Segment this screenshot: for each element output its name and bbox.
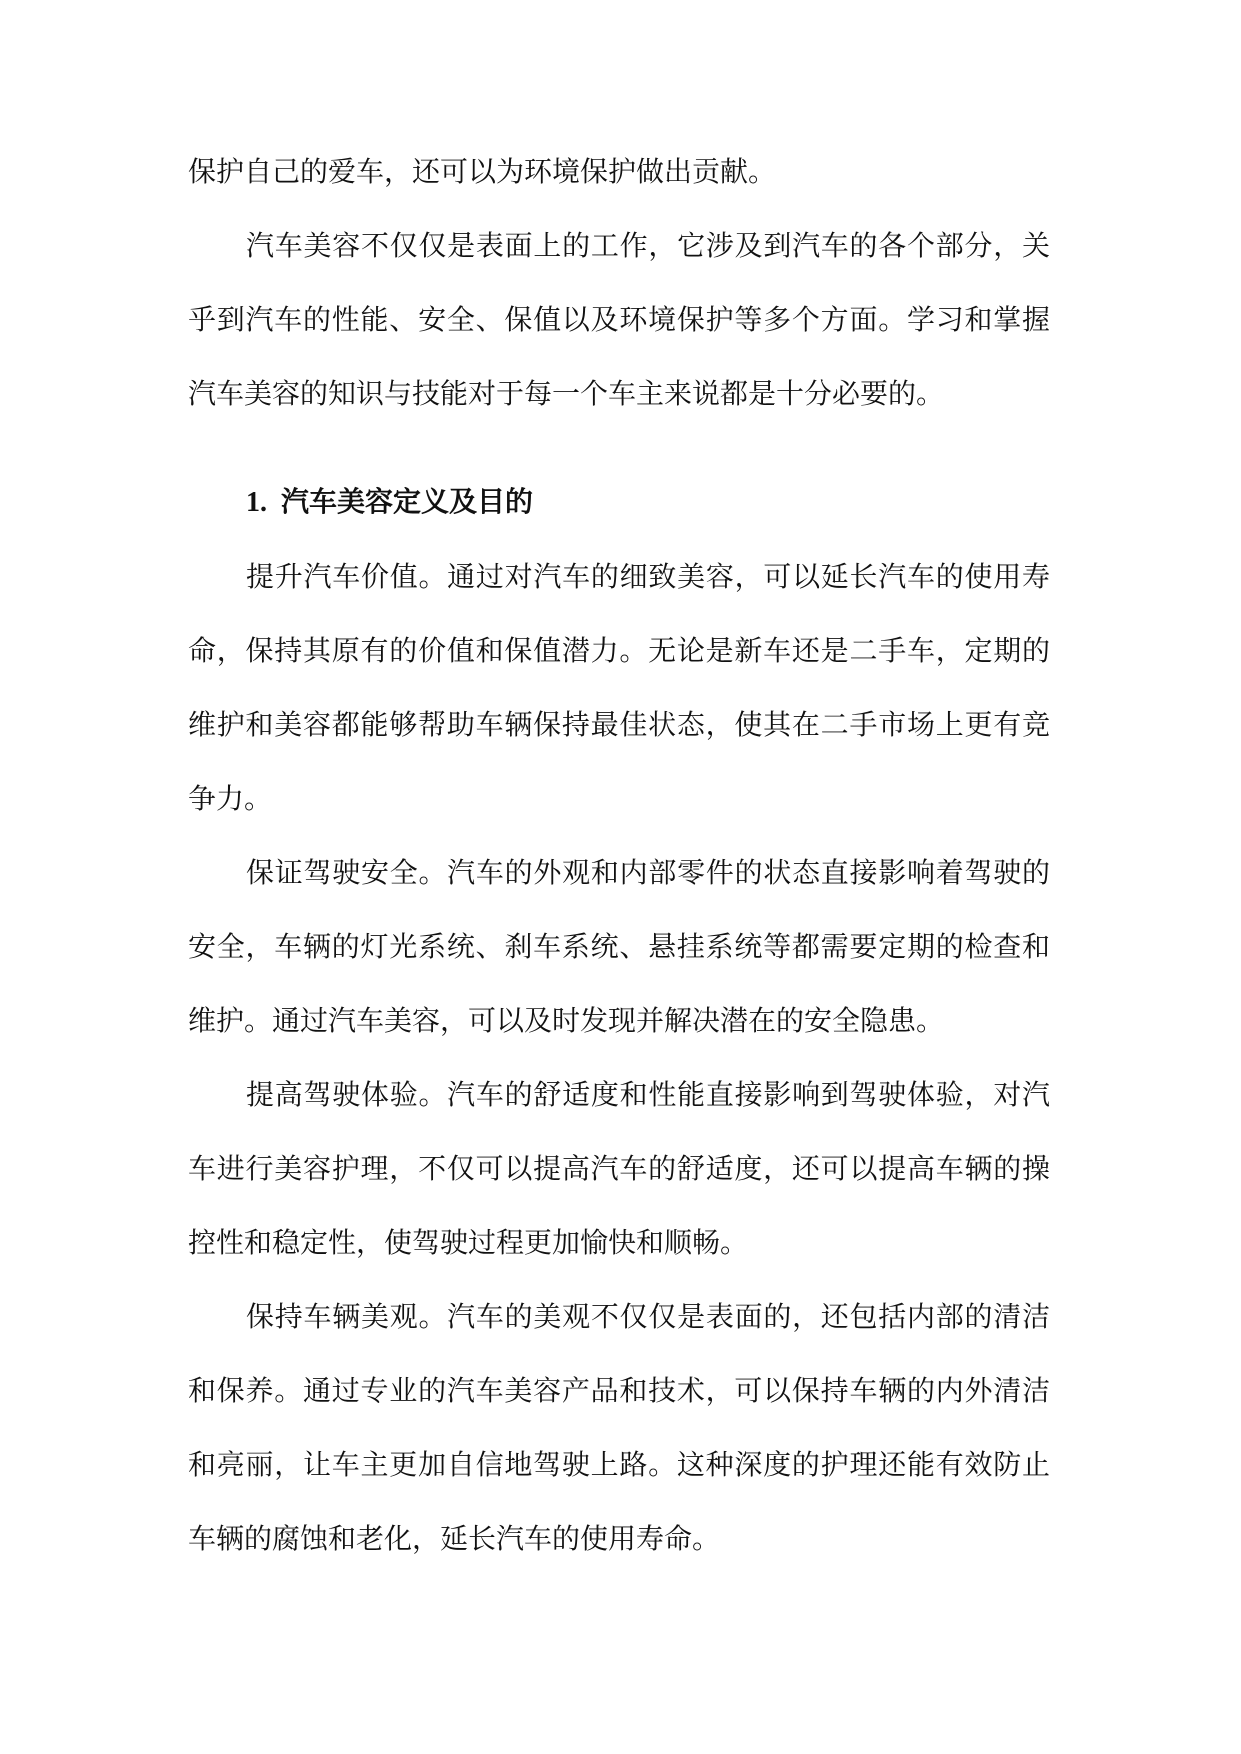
paragraph-appearance: 保持车辆美观。汽车的美观不仅仅是表面的，还包括内部的清洁和保养。通过专业的汽车美容产品和技术，可以保持车辆的内外清洁和亮丽，让车主更加自信地驾驶上路。这种深度的护理还能有效防止车辆的腐蚀和老化，延长汽车的使用寿命。 — [188, 1300, 1050, 1555]
paragraph-value: 提升汽车价值。通过对汽车的细致美容，可以延长汽车的使用寿命，保持其原有的价值和保值潜力。无论是新车还是二手车，定期的维护和美容都能够帮助车辆保持最佳状态，使其在二手市场上更有竞争力。 — [188, 560, 1050, 815]
paragraph-continuation: 保护自己的爱车，还可以为环境保护做出贡献。 — [188, 155, 777, 188]
section-number: 1. — [246, 487, 267, 518]
paragraph-intro-summary: 汽车美容不仅仅是表面上的工作，它涉及到汽车的各个部分，关乎到汽车的性能、安全、保值以及环境保护等多个方面。学习和掌握汽车美容的知识与技能对于每一个车主来说都是十分必要的。 — [188, 229, 1050, 410]
section-heading — [188, 465, 1050, 540]
section-title: 汽车美容定义及目的 — [281, 485, 534, 518]
document-body — [188, 135, 1050, 1576]
paragraph-experience: 提高驾驶体验。汽车的舒适度和性能直接影响到驾驶体验，对汽车进行美容护理，不仅可以提高汽车的舒适度，还可以提高车辆的操控性和稳定性，使驾驶过程更加愉快和顺畅。 — [188, 1078, 1050, 1259]
paragraph-safety: 保证驾驶安全。汽车的外观和内部零件的状态直接影响着驾驶的安全，车辆的灯光系统、刹车系统、悬挂系统等都需要定期的检查和维护。通过汽车美容，可以及时发现并解决潜在的安全隐患。 — [188, 856, 1050, 1037]
